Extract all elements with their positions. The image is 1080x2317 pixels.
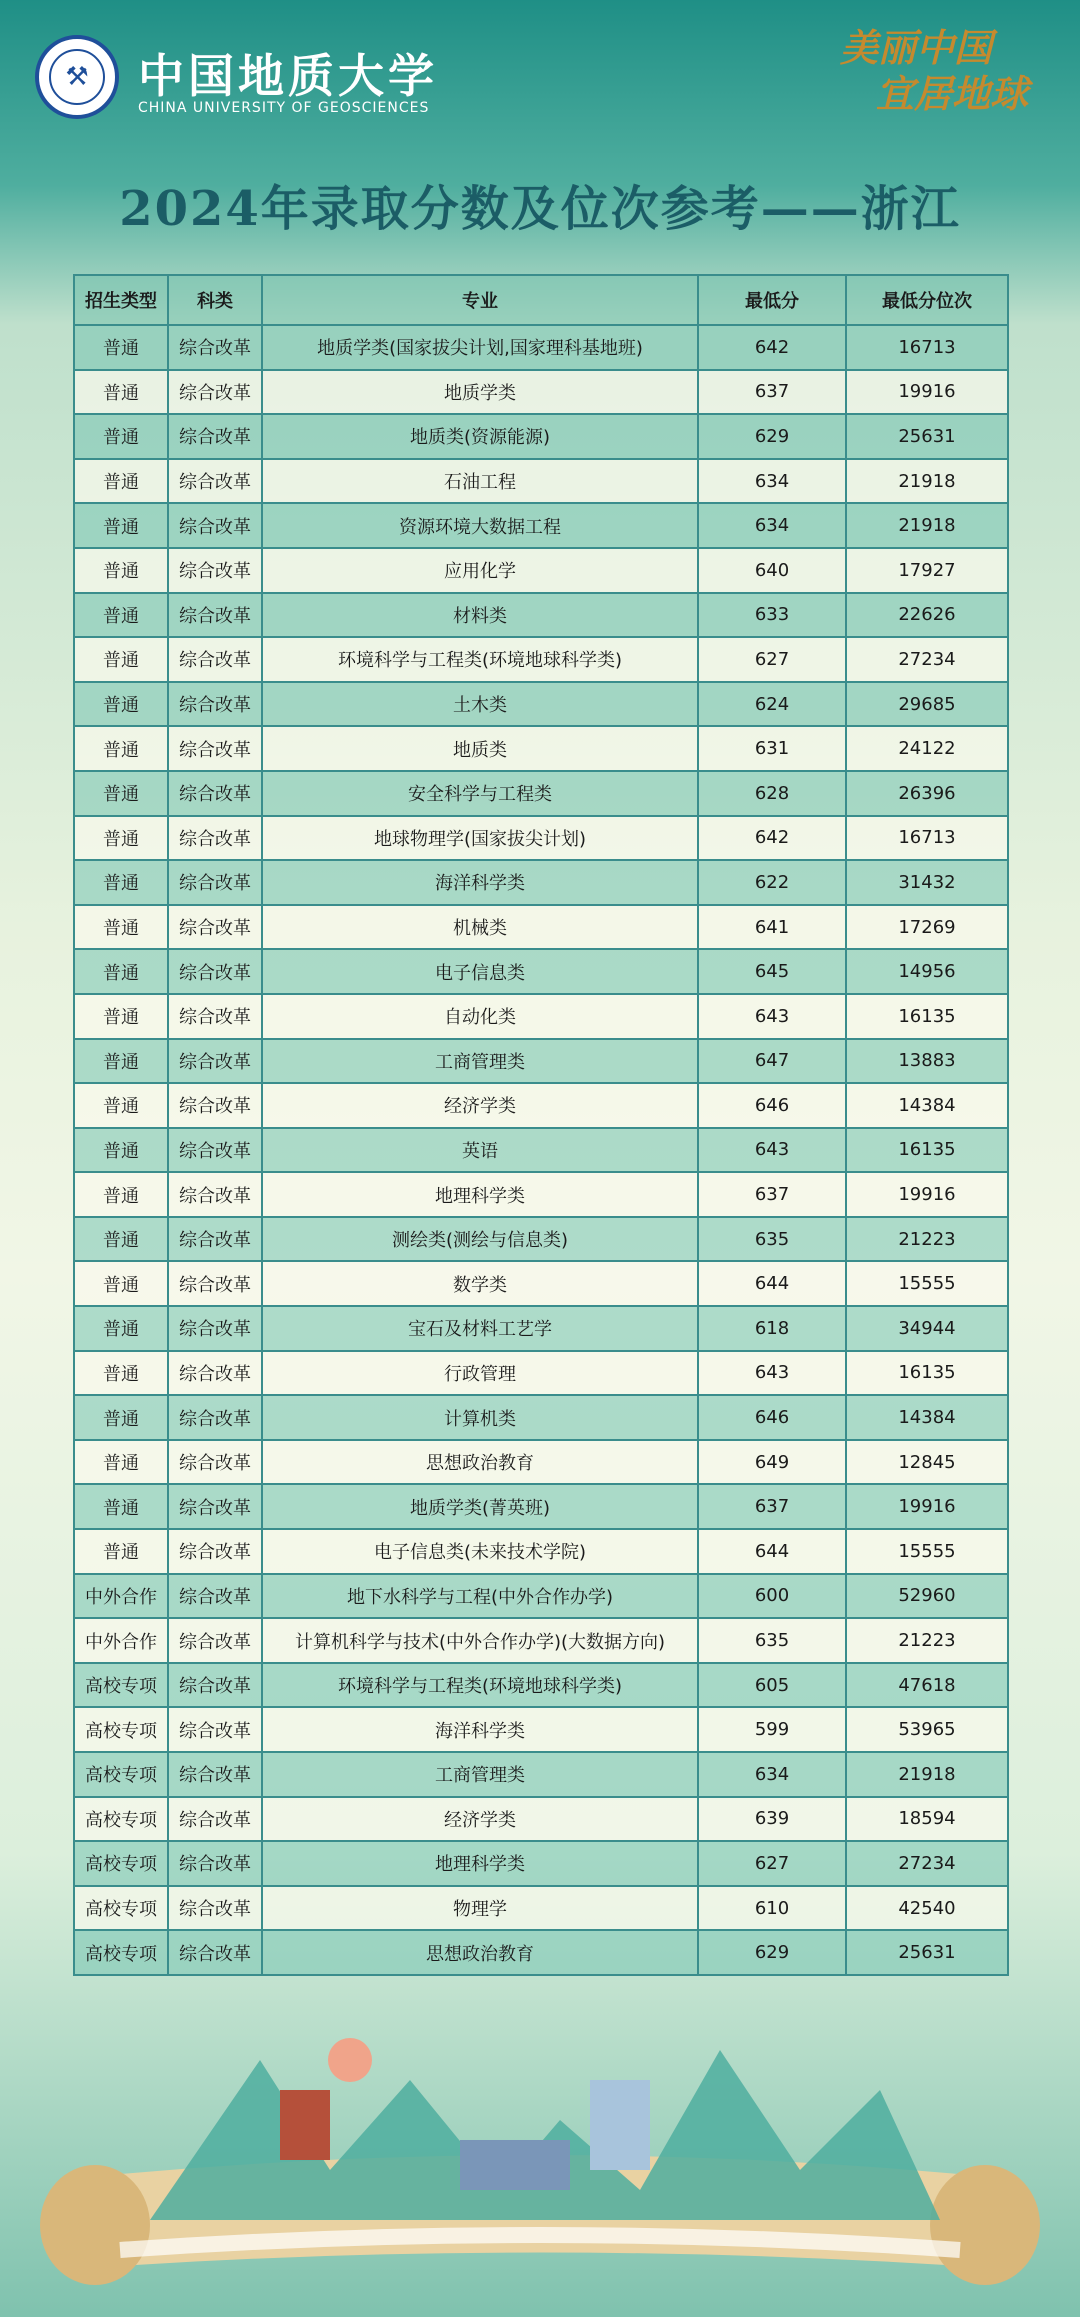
cell-major: 经济学类 — [262, 1083, 698, 1128]
cell-min-score: 610 — [698, 1886, 846, 1931]
cell-subject-category: 综合改革 — [168, 1261, 262, 1306]
cell-admission-type: 普通 — [74, 1351, 168, 1396]
cell-major: 计算机科学与技术(中外合作办学)(大数据方向) — [262, 1618, 698, 1663]
cell-admission-type: 普通 — [74, 1440, 168, 1485]
cell-min-score: 637 — [698, 1172, 846, 1217]
cell-min-score: 631 — [698, 726, 846, 771]
cell-subject-category: 综合改革 — [168, 1395, 262, 1440]
cell-min-score: 641 — [698, 905, 846, 950]
cell-admission-type: 普通 — [74, 1529, 168, 1574]
cell-min-rank: 17927 — [846, 548, 1008, 593]
table-row — [74, 1351, 1008, 1396]
table-row — [74, 370, 1008, 415]
cell-min-rank: 19916 — [846, 1172, 1008, 1217]
cell-admission-type: 普通 — [74, 1484, 168, 1529]
cell-min-score: 624 — [698, 682, 846, 727]
cell-min-score: 629 — [698, 414, 846, 459]
cell-min-score: 644 — [698, 1529, 846, 1574]
cell-major: 土木类 — [262, 682, 698, 727]
cell-min-rank: 26396 — [846, 771, 1008, 816]
cell-admission-type: 普通 — [74, 816, 168, 861]
cell-min-score: 635 — [698, 1618, 846, 1663]
cell-admission-type: 高校专项 — [74, 1930, 168, 1975]
cell-subject-category: 综合改革 — [168, 1172, 262, 1217]
cell-min-score: 643 — [698, 1128, 846, 1173]
cell-min-score: 639 — [698, 1797, 846, 1842]
cell-min-rank: 15555 — [846, 1261, 1008, 1306]
cell-min-rank: 24122 — [846, 726, 1008, 771]
cell-subject-category: 综合改革 — [168, 1217, 262, 1262]
cell-major: 地理科学类 — [262, 1172, 698, 1217]
table-row — [74, 1128, 1008, 1173]
cell-min-rank: 21223 — [846, 1217, 1008, 1262]
cell-major: 机械类 — [262, 905, 698, 950]
table-row — [74, 1529, 1008, 1574]
cell-subject-category: 综合改革 — [168, 726, 262, 771]
cell-min-score: 622 — [698, 860, 846, 905]
table-row — [74, 1886, 1008, 1931]
cell-subject-category: 综合改革 — [168, 1574, 262, 1619]
cell-admission-type: 普通 — [74, 1039, 168, 1084]
table-row — [74, 816, 1008, 861]
cell-major: 地下水科学与工程(中外合作办学) — [262, 1574, 698, 1619]
table-row — [74, 593, 1008, 638]
cell-min-rank: 31432 — [846, 860, 1008, 905]
table-header — [74, 275, 1008, 325]
cell-min-rank: 12845 — [846, 1440, 1008, 1485]
cell-min-rank: 16135 — [846, 1351, 1008, 1396]
cell-min-rank: 34944 — [846, 1306, 1008, 1351]
cell-admission-type: 普通 — [74, 1083, 168, 1128]
cell-admission-type: 普通 — [74, 1217, 168, 1262]
cell-min-score: 640 — [698, 548, 846, 593]
table-header-row — [74, 275, 1008, 325]
mountains — [150, 2050, 940, 2220]
cell-min-score: 637 — [698, 370, 846, 415]
cell-major: 环境科学与工程类(环境地球科学类) — [262, 637, 698, 682]
header — [0, 0, 1080, 140]
sun-icon — [328, 2038, 372, 2082]
cell-subject-category: 综合改革 — [168, 593, 262, 638]
cell-subject-category: 综合改革 — [168, 816, 262, 861]
cell-major: 电子信息类 — [262, 949, 698, 994]
table-row — [74, 1306, 1008, 1351]
cell-subject-category: 综合改革 — [168, 905, 262, 950]
cell-min-score: 605 — [698, 1663, 846, 1708]
cell-major: 自动化类 — [262, 994, 698, 1039]
campus-building — [460, 2140, 570, 2190]
cell-subject-category: 综合改革 — [168, 1351, 262, 1396]
cell-major: 安全科学与工程类 — [262, 771, 698, 816]
cell-subject-category: 综合改革 — [168, 682, 262, 727]
table-row — [74, 682, 1008, 727]
cell-admission-type: 普通 — [74, 949, 168, 994]
cell-admission-type: 普通 — [74, 994, 168, 1039]
cell-admission-type: 普通 — [74, 414, 168, 459]
cell-min-rank: 18594 — [846, 1797, 1008, 1842]
cell-subject-category: 综合改革 — [168, 1663, 262, 1708]
cell-admission-type: 普通 — [74, 593, 168, 638]
cell-major: 地理科学类 — [262, 1841, 698, 1886]
cell-admission-type: 中外合作 — [74, 1574, 168, 1619]
cell-min-rank: 22626 — [846, 593, 1008, 638]
table-body — [74, 325, 1008, 1975]
table-row — [74, 1172, 1008, 1217]
modern-building — [590, 2080, 650, 2170]
cell-min-score: 634 — [698, 503, 846, 548]
cell-admission-type: 普通 — [74, 860, 168, 905]
cell-min-rank: 21223 — [846, 1618, 1008, 1663]
university-name-en: CHINA UNIVERSITY OF GEOSCIENCES — [138, 100, 430, 116]
cell-subject-category: 综合改革 — [168, 1886, 262, 1931]
table-row — [74, 994, 1008, 1039]
cell-subject-category: 综合改革 — [168, 1707, 262, 1752]
cell-major: 思想政治教育 — [262, 1930, 698, 1975]
cell-subject-category: 综合改革 — [168, 1306, 262, 1351]
cell-subject-category: 综合改革 — [168, 1529, 262, 1574]
cell-major: 地质类(资源能源) — [262, 414, 698, 459]
cell-min-score: 634 — [698, 459, 846, 504]
cell-admission-type: 普通 — [74, 682, 168, 727]
cell-major: 行政管理 — [262, 1351, 698, 1396]
slogan-line-1: 美丽中国 — [840, 25, 993, 70]
cell-major: 工商管理类 — [262, 1752, 698, 1797]
cell-subject-category: 综合改革 — [168, 1930, 262, 1975]
cell-admission-type: 普通 — [74, 905, 168, 950]
table-row — [74, 1083, 1008, 1128]
table-row — [74, 548, 1008, 593]
cell-admission-type: 普通 — [74, 370, 168, 415]
cell-subject-category: 综合改革 — [168, 994, 262, 1039]
cell-min-rank: 21918 — [846, 459, 1008, 504]
cell-min-score: 646 — [698, 1395, 846, 1440]
cell-admission-type: 普通 — [74, 503, 168, 548]
cell-major: 地质学类 — [262, 370, 698, 415]
table-row — [74, 459, 1008, 504]
cell-subject-category: 综合改革 — [168, 459, 262, 504]
cell-major: 英语 — [262, 1128, 698, 1173]
cell-subject-category: 综合改革 — [168, 548, 262, 593]
table-row — [74, 1930, 1008, 1975]
cell-min-score: 637 — [698, 1484, 846, 1529]
table-row — [74, 1574, 1008, 1619]
cell-min-score: 627 — [698, 637, 846, 682]
table-row — [74, 1217, 1008, 1262]
header-major: 专业 — [262, 275, 698, 325]
cell-admission-type: 普通 — [74, 1306, 168, 1351]
cell-min-rank: 29685 — [846, 682, 1008, 727]
cell-min-rank: 27234 — [846, 1841, 1008, 1886]
cell-min-rank: 17269 — [846, 905, 1008, 950]
cell-min-score: 642 — [698, 816, 846, 861]
cell-major: 经济学类 — [262, 1797, 698, 1842]
scroll-roll-left — [40, 2165, 150, 2285]
university-seal-logo — [35, 35, 119, 119]
score-table-container — [73, 274, 1007, 1976]
cell-min-score: 618 — [698, 1306, 846, 1351]
cell-subject-category: 综合改革 — [168, 949, 262, 994]
cell-subject-category: 综合改革 — [168, 771, 262, 816]
cell-admission-type: 普通 — [74, 771, 168, 816]
table-row — [74, 771, 1008, 816]
cell-admission-type: 普通 — [74, 726, 168, 771]
cell-admission-type: 高校专项 — [74, 1663, 168, 1708]
cell-major: 电子信息类(未来技术学院) — [262, 1529, 698, 1574]
cell-admission-type: 普通 — [74, 548, 168, 593]
cell-admission-type: 高校专项 — [74, 1752, 168, 1797]
cell-min-score: 627 — [698, 1841, 846, 1886]
cell-major: 地质学类(菁英班) — [262, 1484, 698, 1529]
cell-subject-category: 综合改革 — [168, 370, 262, 415]
landscape-scroll-illustration — [0, 2020, 1080, 2317]
table-row — [74, 1752, 1008, 1797]
cell-min-rank: 19916 — [846, 370, 1008, 415]
table-row — [74, 1663, 1008, 1708]
cell-subject-category: 综合改革 — [168, 1039, 262, 1084]
cell-major: 材料类 — [262, 593, 698, 638]
cell-min-rank: 53965 — [846, 1707, 1008, 1752]
cell-subject-category: 综合改革 — [168, 1841, 262, 1886]
cell-min-score: 646 — [698, 1083, 846, 1128]
cell-min-score: 629 — [698, 1930, 846, 1975]
cell-min-score: 633 — [698, 593, 846, 638]
cell-min-rank: 47618 — [846, 1663, 1008, 1708]
cell-min-score: 647 — [698, 1039, 846, 1084]
cell-subject-category: 综合改革 — [168, 860, 262, 905]
tower-building — [280, 2090, 330, 2160]
cell-subject-category: 综合改革 — [168, 1128, 262, 1173]
cell-min-rank: 15555 — [846, 1529, 1008, 1574]
cell-major: 数学类 — [262, 1261, 698, 1306]
cell-major: 海洋科学类 — [262, 860, 698, 905]
table-row — [74, 637, 1008, 682]
cell-major: 石油工程 — [262, 459, 698, 504]
cell-admission-type: 高校专项 — [74, 1841, 168, 1886]
cell-subject-category: 综合改革 — [168, 414, 262, 459]
cell-min-rank: 16135 — [846, 1128, 1008, 1173]
cell-min-rank: 14384 — [846, 1395, 1008, 1440]
cell-min-score: 599 — [698, 1707, 846, 1752]
cell-min-score: 644 — [698, 1261, 846, 1306]
cell-subject-category: 综合改革 — [168, 1618, 262, 1663]
cell-subject-category: 综合改革 — [168, 1797, 262, 1842]
cell-subject-category: 综合改革 — [168, 503, 262, 548]
cell-min-rank: 16713 — [846, 325, 1008, 370]
cell-min-rank: 21918 — [846, 503, 1008, 548]
cell-major: 地质类 — [262, 726, 698, 771]
university-name-cn: 中国地质大学 — [138, 49, 438, 103]
cell-subject-category: 综合改革 — [168, 1440, 262, 1485]
table-row — [74, 949, 1008, 994]
table-row — [74, 1797, 1008, 1842]
slogan — [840, 25, 1040, 117]
cell-min-score: 634 — [698, 1752, 846, 1797]
cell-admission-type: 普通 — [74, 325, 168, 370]
table-row — [74, 1841, 1008, 1886]
cell-min-rank: 42540 — [846, 1886, 1008, 1931]
cell-min-score: 642 — [698, 325, 846, 370]
table-row — [74, 1484, 1008, 1529]
cell-min-score: 645 — [698, 949, 846, 994]
cell-major: 地质学类(国家拔尖计划,国家理科基地班) — [262, 325, 698, 370]
cell-min-rank: 19916 — [846, 1484, 1008, 1529]
cell-admission-type: 普通 — [74, 1261, 168, 1306]
cell-admission-type: 普通 — [74, 1172, 168, 1217]
scroll-roll-right — [930, 2165, 1040, 2285]
cell-min-score: 628 — [698, 771, 846, 816]
cell-min-score: 643 — [698, 994, 846, 1039]
cell-min-score: 643 — [698, 1351, 846, 1396]
cell-admission-type: 高校专项 — [74, 1707, 168, 1752]
cell-admission-type: 普通 — [74, 1128, 168, 1173]
table-row — [74, 1707, 1008, 1752]
header-admission-type: 招生类型 — [74, 275, 168, 325]
cell-min-score: 635 — [698, 1217, 846, 1262]
cell-major: 环境科学与工程类(环境地球科学类) — [262, 1663, 698, 1708]
page-title: 2024年录取分数及位次参考——浙江 — [119, 181, 961, 237]
table-row — [74, 726, 1008, 771]
slogan-line-2: 宜居地球 — [876, 71, 1029, 116]
cell-min-rank: 52960 — [846, 1574, 1008, 1619]
cell-min-rank: 27234 — [846, 637, 1008, 682]
cell-subject-category: 综合改革 — [168, 1083, 262, 1128]
cell-min-rank: 25631 — [846, 1930, 1008, 1975]
cell-min-rank: 14956 — [846, 949, 1008, 994]
cell-major: 计算机类 — [262, 1395, 698, 1440]
table-row — [74, 325, 1008, 370]
cell-subject-category: 综合改革 — [168, 1752, 262, 1797]
cell-min-rank: 16135 — [846, 994, 1008, 1039]
table-row — [74, 1039, 1008, 1084]
cell-major: 思想政治教育 — [262, 1440, 698, 1485]
score-table — [73, 274, 1009, 1976]
table-row — [74, 1618, 1008, 1663]
cell-admission-type: 中外合作 — [74, 1618, 168, 1663]
cell-major: 海洋科学类 — [262, 1707, 698, 1752]
cell-major: 资源环境大数据工程 — [262, 503, 698, 548]
cell-subject-category: 综合改革 — [168, 1484, 262, 1529]
cell-min-rank: 14384 — [846, 1083, 1008, 1128]
table-row — [74, 860, 1008, 905]
table-row — [74, 414, 1008, 459]
table-row — [74, 1395, 1008, 1440]
table-row — [74, 503, 1008, 548]
cell-min-rank: 13883 — [846, 1039, 1008, 1084]
header-min-score: 最低分 — [698, 275, 846, 325]
cell-major: 地球物理学(国家拔尖计划) — [262, 816, 698, 861]
cell-min-rank: 21918 — [846, 1752, 1008, 1797]
cell-major: 应用化学 — [262, 548, 698, 593]
cell-admission-type: 普通 — [74, 459, 168, 504]
cell-major: 测绘类(测绘与信息类) — [262, 1217, 698, 1262]
seal-emblem-icon: ⚒ — [49, 49, 105, 105]
cell-major: 工商管理类 — [262, 1039, 698, 1084]
cell-admission-type: 高校专项 — [74, 1797, 168, 1842]
header-min-rank: 最低分位次 — [846, 275, 1008, 325]
cell-major: 宝石及材料工艺学 — [262, 1306, 698, 1351]
cell-min-rank: 25631 — [846, 414, 1008, 459]
table-row — [74, 1440, 1008, 1485]
cell-subject-category: 综合改革 — [168, 637, 262, 682]
cell-min-rank: 16713 — [846, 816, 1008, 861]
cell-min-score: 649 — [698, 1440, 846, 1485]
cell-admission-type: 普通 — [74, 1395, 168, 1440]
cell-admission-type: 高校专项 — [74, 1886, 168, 1931]
header-subject-category: 科类 — [168, 275, 262, 325]
table-row — [74, 1261, 1008, 1306]
cell-admission-type: 普通 — [74, 637, 168, 682]
cell-subject-category: 综合改革 — [168, 325, 262, 370]
cell-major: 物理学 — [262, 1886, 698, 1931]
cell-min-score: 600 — [698, 1574, 846, 1619]
table-row — [74, 905, 1008, 950]
